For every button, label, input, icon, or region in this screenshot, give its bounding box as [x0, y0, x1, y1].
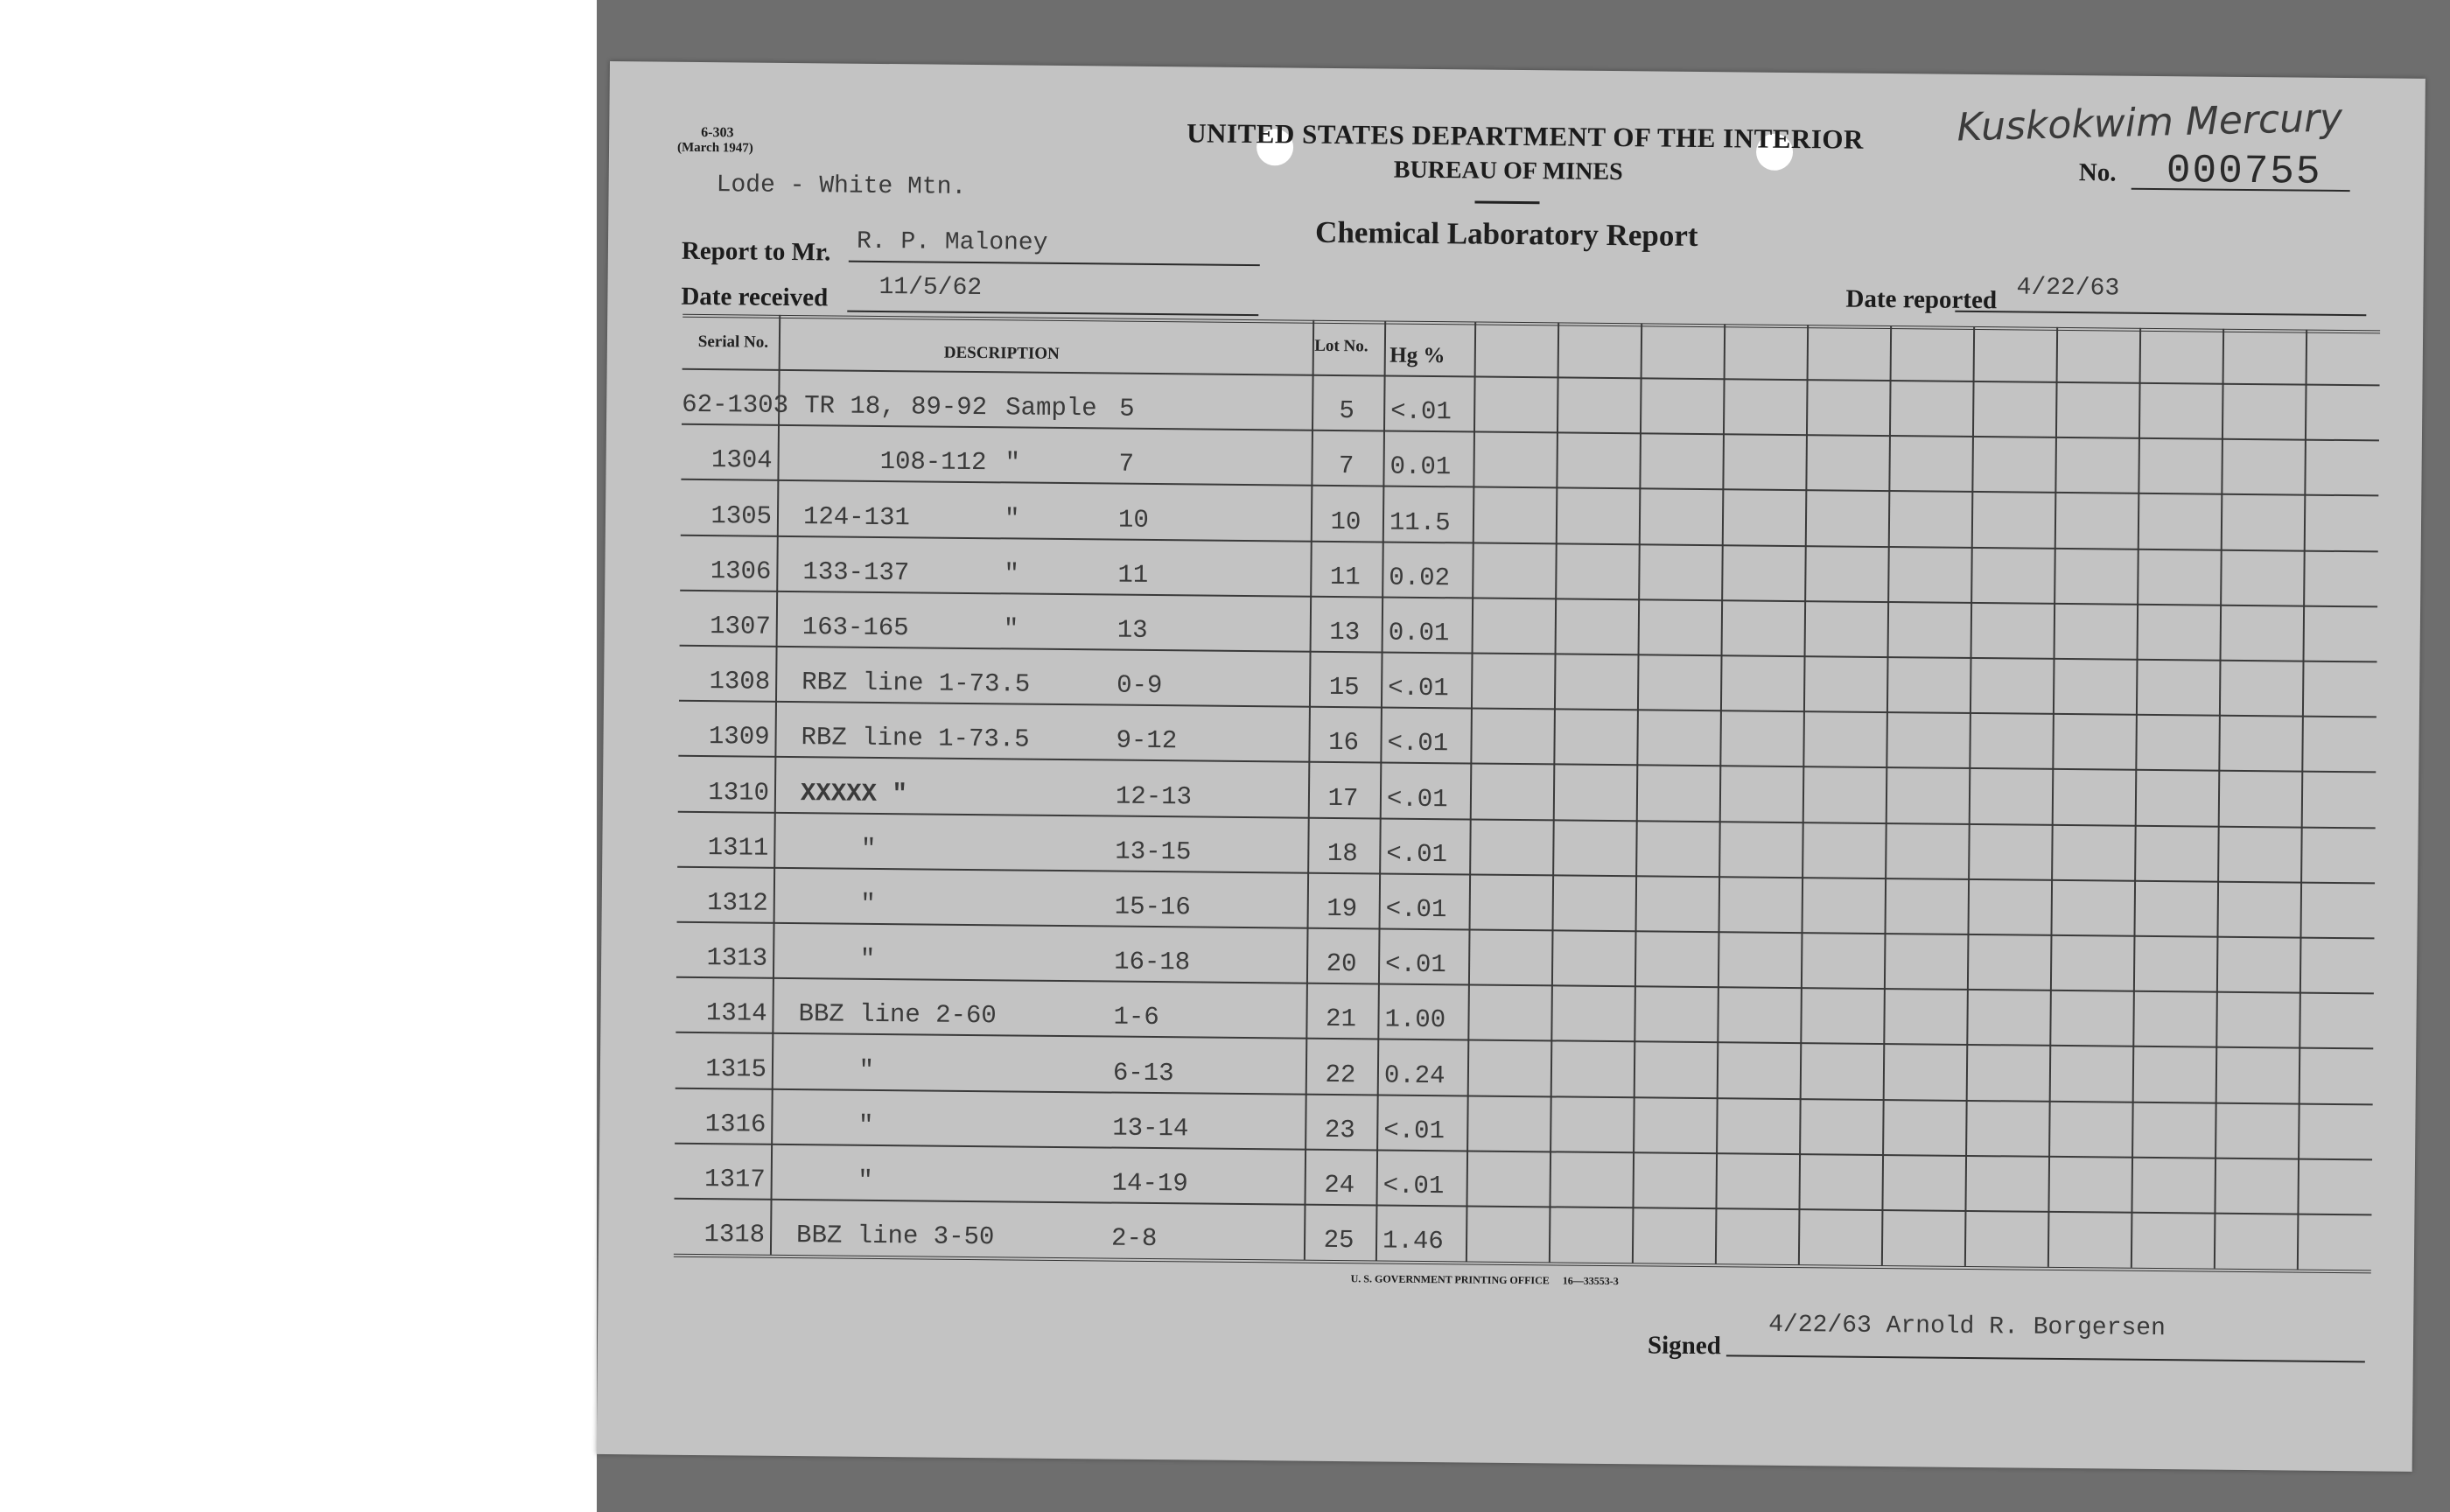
sample-mark-cell: " [1003, 614, 1019, 644]
header-hg: Hg % [1390, 343, 1446, 368]
hg-cell: <.01 [1383, 1116, 1446, 1145]
title-rule [1474, 200, 1539, 204]
serial-cell: 1305 [710, 500, 773, 531]
interval-cell: 13-15 [1115, 836, 1192, 867]
interval-cell: 12-13 [1115, 781, 1193, 811]
lot-cell: 5 [1339, 396, 1355, 426]
interval-cell: 5 [1119, 394, 1135, 424]
lot-cell: 18 [1326, 838, 1358, 869]
sample-mark-cell: " [1004, 448, 1021, 478]
signed-value: 4/22/63 Arnold R. Borgersen [1768, 1311, 2166, 1343]
lot-cell: 15 [1328, 673, 1360, 703]
interval-cell: 6-13 [1112, 1058, 1174, 1088]
description-cell: RBZ line 1-73.5 [801, 723, 1030, 755]
interval-cell: 7 [1118, 449, 1135, 480]
interval-cell: 15-16 [1114, 892, 1191, 922]
interval-cell: 0-9 [1116, 670, 1163, 701]
description-cell: " [799, 889, 876, 919]
interval-cell: 11 [1117, 560, 1149, 590]
sample-mark-cell: Sample [1005, 393, 1097, 424]
interval-cell: 13-14 [1112, 1113, 1189, 1144]
description-cell: 133-137 [802, 556, 910, 588]
serial-cell: 1317 [704, 1165, 766, 1194]
description-cell: BBZ line 2-60 [798, 999, 997, 1031]
description-cell: " [797, 1110, 874, 1140]
form-code: 6-303 [701, 125, 734, 141]
hg-cell: <.01 [1390, 396, 1452, 427]
lot-cell: 19 [1326, 893, 1358, 924]
serial-cell: 1318 [704, 1220, 766, 1250]
description-cell: TR 18, 89-92 [804, 391, 988, 423]
description-cell: " [796, 1166, 873, 1195]
serial-cell: 1304 [710, 445, 773, 476]
report-title: Chemical Laboratory Report [1314, 214, 1698, 253]
form-date: (March 1947) [676, 140, 753, 156]
description-cell: 163-165 [802, 612, 909, 643]
header-lot: Lot No. [1314, 336, 1368, 356]
header-serial: Serial No. [697, 332, 769, 352]
serial-cell: 1314 [705, 998, 767, 1029]
lot-cell: 24 [1324, 1170, 1355, 1200]
hg-cell: 0.01 [1390, 452, 1452, 482]
serial-cell: 1307 [710, 612, 771, 641]
hg-cell: <.01 [1387, 728, 1449, 759]
description-cell: BBZ line 3-50 [795, 1221, 995, 1252]
serial-cell: 1310 [708, 777, 770, 808]
lot-cell: 21 [1325, 1004, 1357, 1034]
description-cell: XXXXX " [800, 778, 907, 808]
agency-title: UNITED STATES DEPARTMENT OF THE INTERIOR [1186, 117, 1865, 155]
description-cell: " [799, 944, 876, 975]
lot-cell: 20 [1326, 949, 1357, 979]
date-reported-label: Date reported [1845, 284, 1998, 315]
header-description: DESCRIPTION [943, 343, 1060, 363]
report-to-value: R. P. Maloney [856, 228, 1048, 257]
lode-text: Lode - White Mtn. [716, 172, 967, 201]
date-received-label: Date received [681, 282, 829, 312]
serial-cell: 1313 [706, 943, 768, 973]
serial-cell: 1316 [704, 1109, 766, 1139]
interval-cell: 2-8 [1110, 1223, 1158, 1254]
date-received-value: 11/5/62 [878, 273, 983, 303]
interval-cell: 14-19 [1111, 1168, 1188, 1199]
lot-cell: 17 [1327, 783, 1359, 813]
interval-cell: 16-18 [1113, 947, 1191, 977]
report-sheet [597, 61, 2426, 1472]
sample-mark-cell: " [1004, 503, 1020, 534]
bureau-title: BUREAU OF MINES [1393, 156, 1623, 186]
serial-cell: 1315 [705, 1054, 767, 1084]
hg-cell: <.01 [1385, 894, 1447, 925]
hg-cell: <.01 [1388, 673, 1449, 704]
lot-cell: 10 [1330, 507, 1362, 536]
lot-cell: 16 [1327, 728, 1360, 758]
interval-cell: 10 [1117, 505, 1149, 535]
hg-cell: 1.00 [1384, 1004, 1446, 1035]
hg-cell: <.01 [1386, 839, 1448, 870]
description-cell: " [797, 1054, 875, 1085]
lot-cell: 13 [1329, 617, 1361, 648]
description-cell: 124-131 [802, 501, 910, 532]
lot-cell: 25 [1323, 1226, 1354, 1256]
report-to-underline [849, 261, 1260, 267]
lot-cell: 23 [1324, 1115, 1355, 1145]
results-table [673, 314, 2380, 1320]
hg-cell: 0.24 [1383, 1060, 1446, 1090]
description-cell: 108-112 [803, 446, 987, 478]
hg-cell: <.01 [1382, 1171, 1445, 1201]
date-reported-underline [1955, 311, 2366, 317]
hg-cell: 0.01 [1388, 618, 1450, 648]
lot-cell: 7 [1338, 452, 1354, 481]
report-to-label: Report to Mr. [681, 236, 831, 267]
report-number: 000755 [2166, 148, 2322, 195]
serial-cell: 1312 [706, 888, 768, 918]
hg-cell: <.01 [1384, 949, 1446, 980]
serial-cell: 1309 [708, 722, 770, 752]
signed-underline [1726, 1354, 2365, 1362]
hg-cell: <.01 [1386, 784, 1448, 814]
signed-label: Signed [1647, 1331, 1721, 1361]
serial-cell: 62-1303 [682, 389, 789, 421]
description-cell: " [800, 833, 877, 864]
hg-cell: 1.46 [1382, 1226, 1444, 1256]
hg-cell: 0.02 [1389, 563, 1451, 593]
hg-cell: 11.5 [1389, 508, 1451, 537]
handwritten-note: Kuskokwim Mercury [1956, 95, 2343, 150]
serial-cell: 1311 [707, 832, 769, 863]
serial-cell: 1308 [709, 667, 771, 696]
interval-cell: 1-6 [1113, 1002, 1159, 1032]
lot-cell: 11 [1329, 562, 1361, 592]
number-label: No. [2078, 158, 2117, 187]
table-rows [673, 314, 2380, 1320]
lot-cell: 22 [1325, 1060, 1356, 1089]
description-cell: RBZ line 1-73.5 [802, 668, 1031, 699]
interval-cell: 13 [1116, 615, 1148, 645]
interval-cell: 9-12 [1116, 725, 1178, 756]
date-received-underline [847, 311, 1258, 317]
serial-cell: 1306 [710, 556, 772, 586]
date-reported-value: 4/22/63 [2016, 274, 2120, 303]
sample-mark-cell: " [1004, 559, 1019, 589]
printing-office-note: U. S. GOVERNMENT PRINTING OFFICE 16—33553-3 [1350, 1272, 1619, 1288]
